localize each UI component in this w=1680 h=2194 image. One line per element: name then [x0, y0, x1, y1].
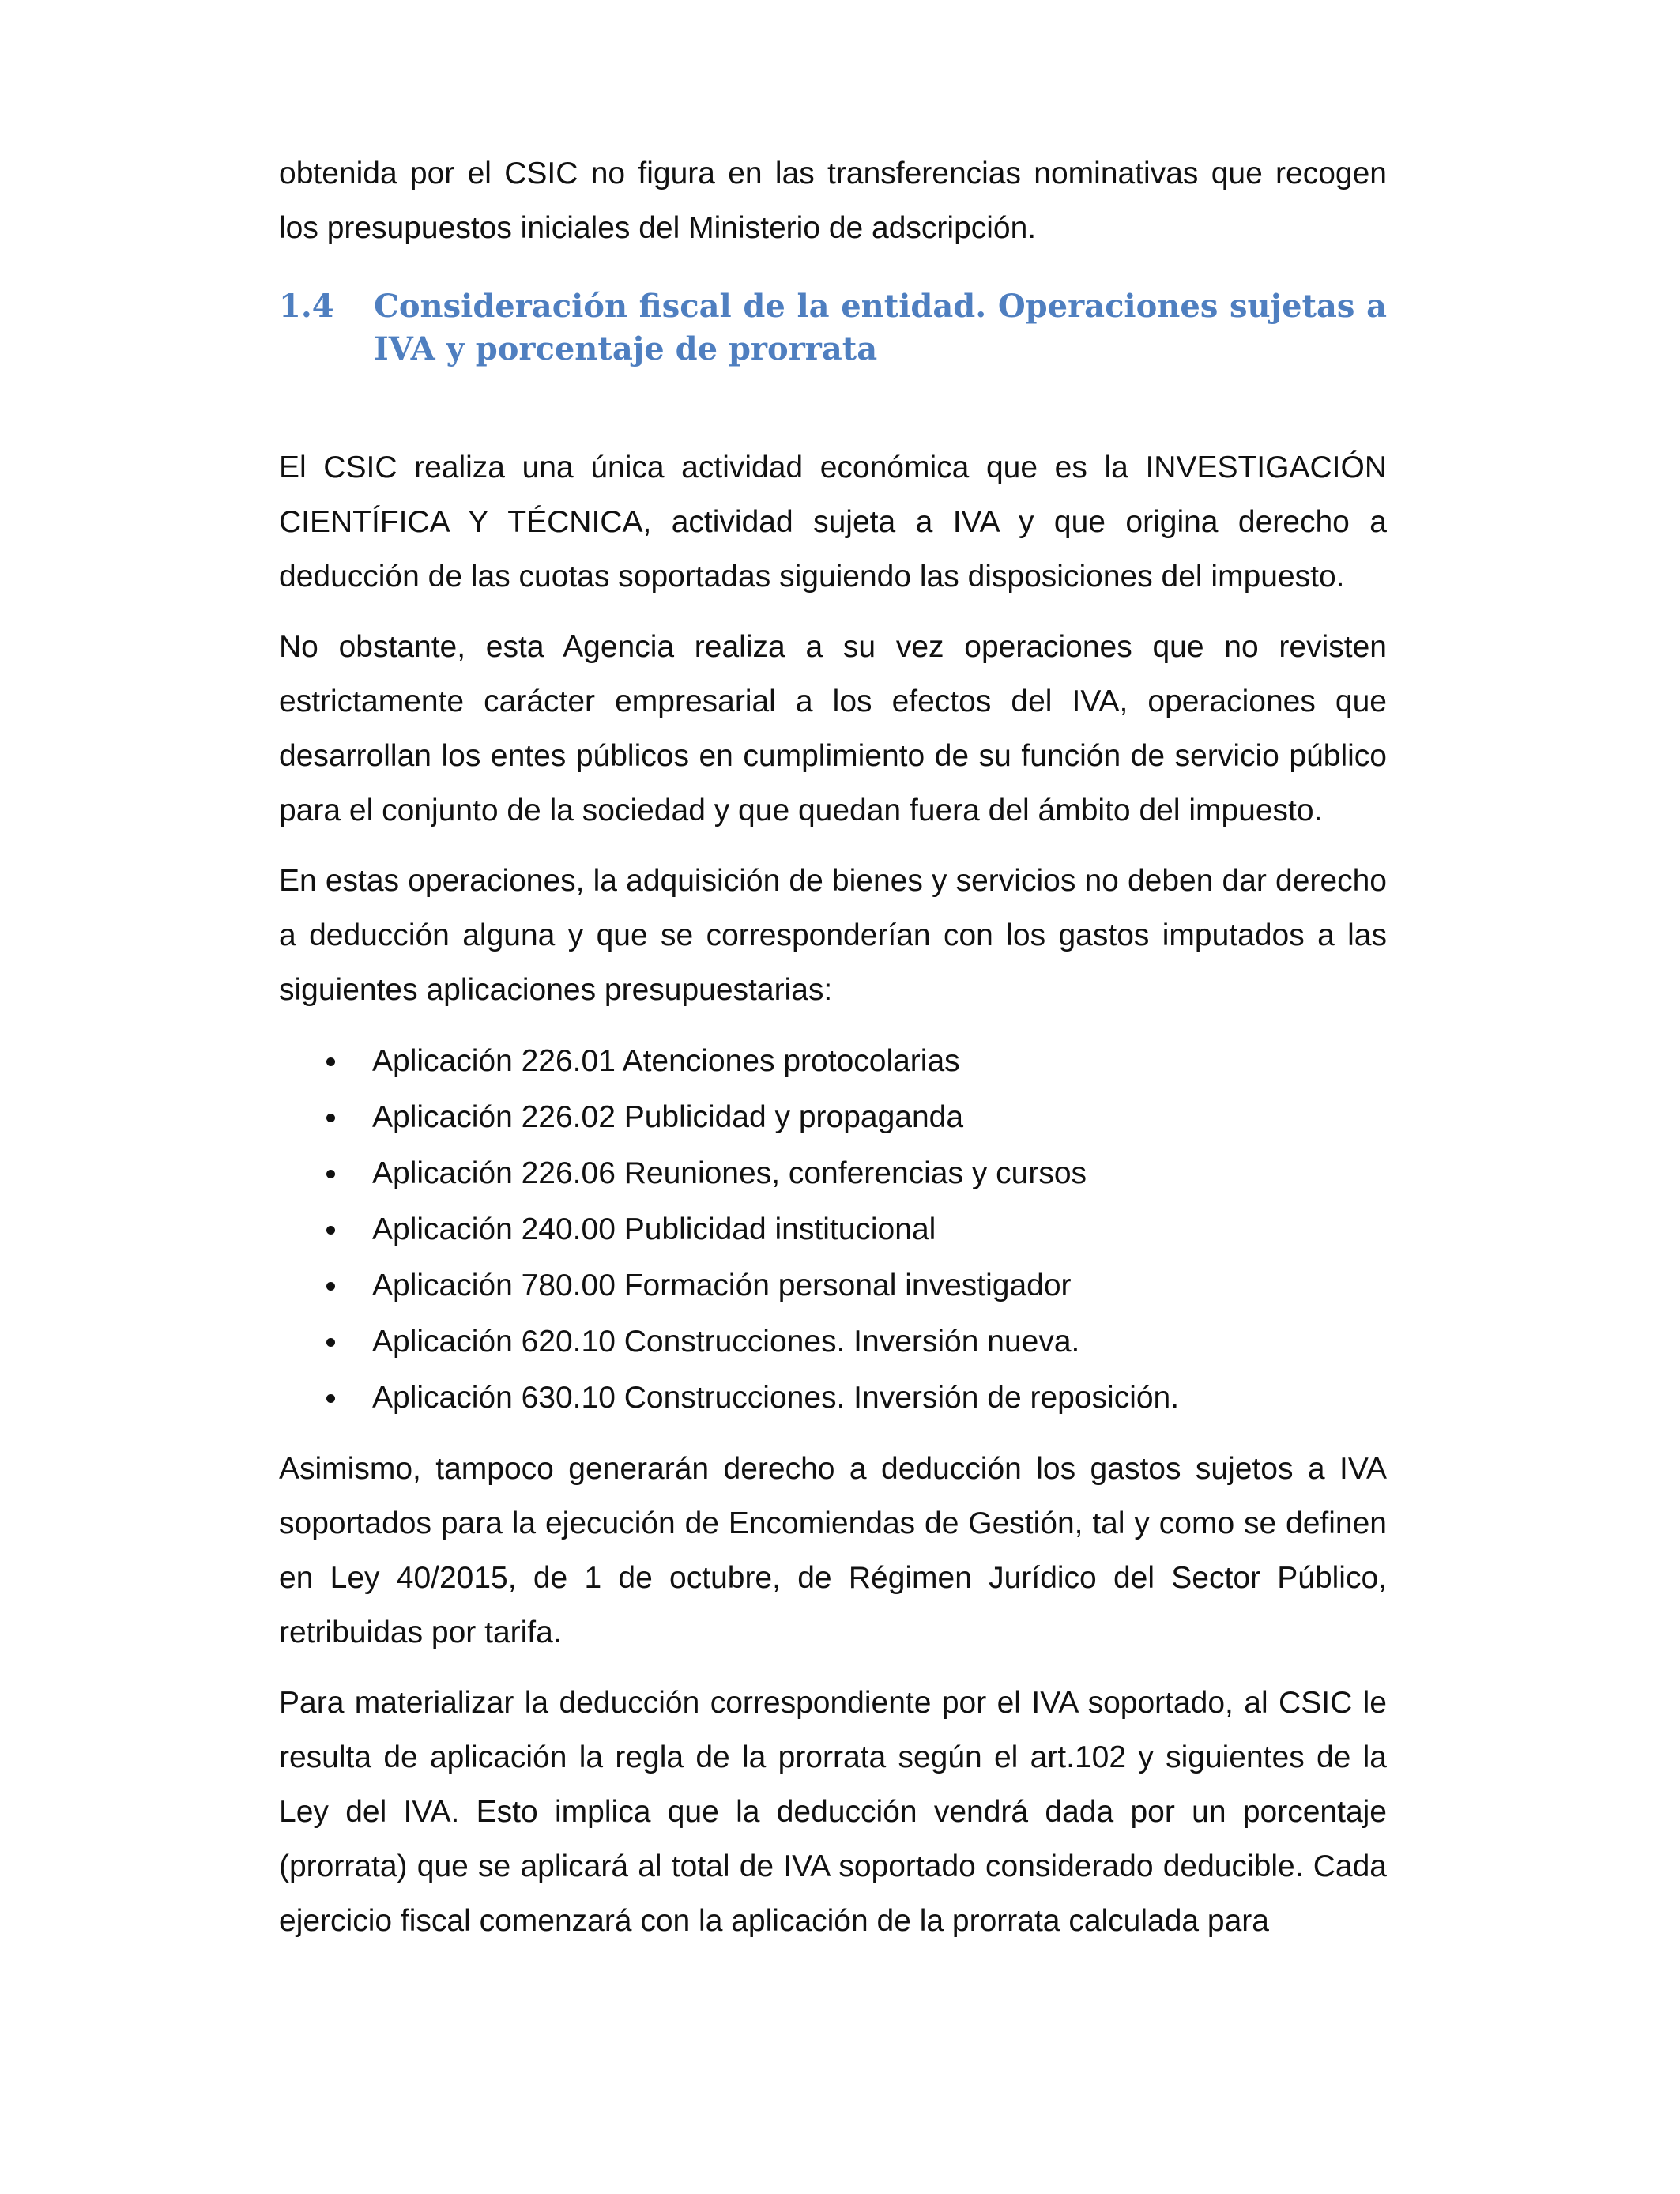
- document-page: [279, 146, 1387, 1948]
- section-title: Consideración fiscal de la entidad. Operaciones sujetas a IVA y porcentaje de prorrata: [374, 288, 1387, 368]
- list-item: [279, 1089, 1387, 1145]
- section-heading: [279, 285, 1387, 371]
- list-item-text: Aplicación 240.00 Publicidad institucional: [372, 1212, 936, 1246]
- list-item: [279, 1201, 1387, 1257]
- bullet-icon: [326, 1057, 335, 1066]
- bullet-icon: [326, 1394, 335, 1403]
- budget-application-list: [279, 1033, 1387, 1426]
- bullet-icon: [326, 1282, 335, 1291]
- bullet-icon: [326, 1114, 335, 1122]
- list-item: [279, 1314, 1387, 1370]
- bullet-icon: [326, 1226, 335, 1235]
- intro-paragraph: obtenida por el CSIC no figura en las transferencias nominativas que recogen los presupuestos iniciales del Ministerio de adscripción.: [279, 156, 1387, 245]
- list-item: [279, 1370, 1387, 1426]
- list-item-text: Aplicación 226.02 Publicidad y propaganda: [372, 1100, 964, 1134]
- list-item-text: Aplicación 620.10 Construcciones. Inversión nueva.: [372, 1325, 1080, 1359]
- paragraph-non-business-operations: No obstante, esta Agencia realiza a su vez operaciones que no revisten estrictamente carácter empresarial a los efectos del IVA, operaciones que desarrollan los entes públicos en cumplimiento de su función de servicio público para el conjunto de la sociedad y que quedan fuera del ámbito del impuesto.: [279, 630, 1387, 827]
- list-item: [279, 1033, 1387, 1089]
- list-item-text: Aplicación 226.01 Atenciones protocolarias: [372, 1044, 960, 1078]
- bullet-icon: [326, 1170, 335, 1178]
- list-item-text: Aplicación 630.10 Construcciones. Inversión de reposición.: [372, 1381, 1180, 1415]
- list-item: [279, 1145, 1387, 1201]
- paragraph-activity: El CSIC realiza una única actividad económica que es la INVESTIGACIÓN CIENTÍFICA Y TÉCNICA, actividad sujeta a IVA y que origina derecho a deducción de las cuotas soportadas siguiendo las disposiciones del impuesto.: [279, 450, 1387, 594]
- bullet-icon: [326, 1338, 335, 1347]
- paragraph-budget-applications: En estas operaciones, la adquisición de bienes y servicios no deben dar derecho a deducción alguna y que se corresponderían con los gastos imputados a las siguientes aplicaciones presupuestarias:: [279, 864, 1387, 1007]
- list-item-text: Aplicación 780.00 Formación personal investigador: [372, 1269, 1072, 1302]
- paragraph-prorrata: Para materializar la deducción correspondiente por el IVA soportado, al CSIC le resulta de aplicación la regla de la prorrata según el art.102 y siguientes de la Ley del IVA. Esto implica que la deducción vendrá dada por un porcentaje (prorrata) que se aplicará al total de IVA soportado considerado deducible. Cada ejercicio fiscal comenzará con la aplicación de la prorrata calculada para: [279, 1686, 1387, 1938]
- list-item: [279, 1257, 1387, 1314]
- list-item-text: Aplicación 226.06 Reuniones, conferencias y cursos: [372, 1156, 1087, 1190]
- paragraph-encomiendas: Asimismo, tampoco generarán derecho a deducción los gastos sujetos a IVA soportados para la ejecución de Encomiendas de Gestión, tal y como se definen en Ley 40/2015, de 1 de octubre, de Régimen Jurídico del Sector Público, retribuidas por tarifa.: [279, 1452, 1387, 1649]
- section-number: 1.4: [279, 288, 334, 325]
